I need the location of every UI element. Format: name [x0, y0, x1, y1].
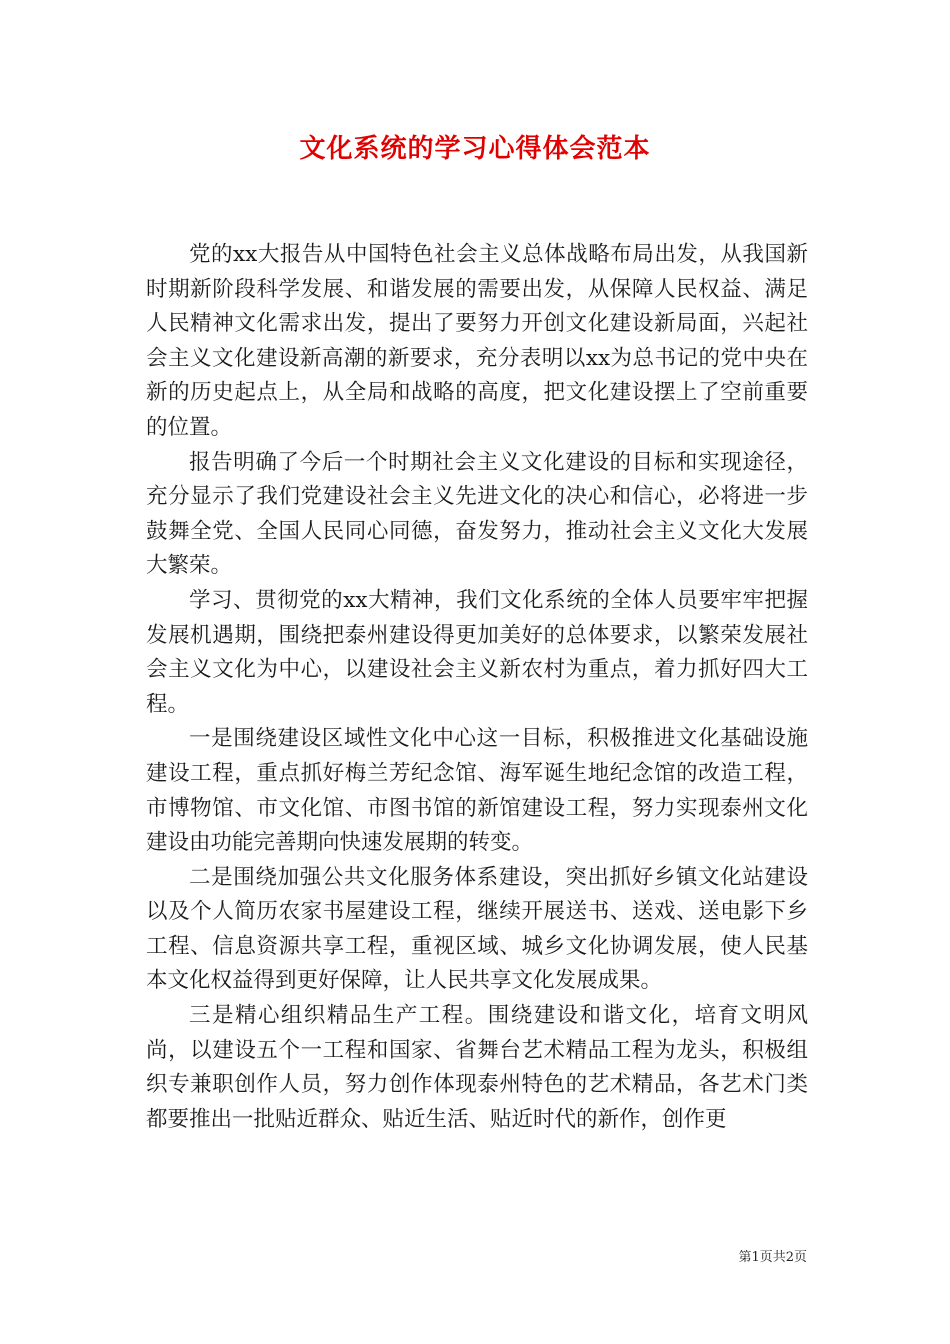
- document-body: [146, 238, 808, 1137]
- paragraph: 学习、贯彻党的xx大精神，我们文化系统的全体人员要牢牢把握发展机遇期，围绕把泰州建设得更加美好的总体要求，以繁荣发展社会主义文化为中心，以建设社会主义新农村为重点，着力抓好四大工程。: [146, 587, 808, 717]
- paragraph: 党的xx大报告从中国特色社会主义总体战略布局出发，从我国新时期新阶段科学发展、和谐发展的需要出发，从保障人民权益、满足人民精神文化需求出发，提出了要努力开创文化建设新局面，兴起社会主义文化建设新高潮的新要求，充分表明以xx为总书记的党中央在新的历史起点上，从全局和战略的高度，把文化建设摆上了空前重要的位置。: [146, 242, 808, 440]
- page-number: 第1页共2页: [738, 1250, 807, 1265]
- paragraph: 二是围绕加强公共文化服务体系建设，突出抓好乡镇文化站建设以及个人简历农家书屋建设工程，继续开展送书、送戏、送电影下乡工程、信息资源共享工程，重视区域、城乡文化协调发展，使人民基本文化权益得到更好保障，让人民共享文化发展成果。: [146, 864, 808, 994]
- paragraph: 一是围绕建设区域性文化中心这一目标，积极推进文化基础设施建设工程，重点抓好梅兰芳纪念馆、海军诞生地纪念馆的改造工程，市博物馆、市文化馆、市图书馆的新馆建设工程，努力实现泰州文化建设由功能完善期向快速发展期的转变。: [146, 726, 808, 856]
- document-title: 文化系统的学习心得体会范本: [299, 134, 651, 164]
- paragraph: 三是精心组织精品生产工程。围绕建设和谐文化，培育文明风尚，以建设五个一工程和国家、省舞台艺术精品工程为龙头，积极组织专兼职创作人员，努力创作体现泰州特色的艺术精品，各艺术门类都要推出一批贴近群众、贴近生活、贴近时代的新作，创作更: [146, 1003, 808, 1132]
- paragraph: 报告明确了今后一个时期社会主义文化建设的目标和实现途径，充分显示了我们党建设社会主义先进文化的决心和信心，必将进一步鼓舞全党、全国人民同心同德，奋发努力，推动社会主义文化大发展大繁荣。: [146, 449, 808, 579]
